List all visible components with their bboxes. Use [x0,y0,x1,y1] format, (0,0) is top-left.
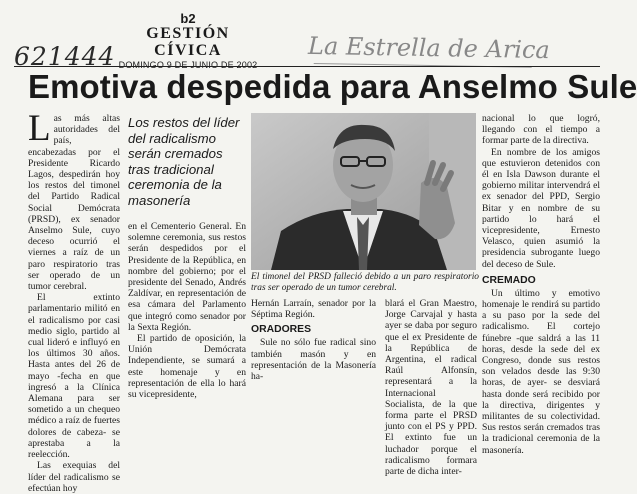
article-paragraph: Hernán Larraín, senador por la Séptima Región. [251,298,376,321]
article-column-2 [128,221,246,415]
portrait-photo-graphic [251,113,476,270]
drop-cap: L [28,108,51,149]
subheading-cremado: CREMADO [482,274,536,286]
article-column-5 [482,113,600,456]
pull-quote: Los restos del líder del radicalismo serán cremados tras tradicional ceremonia de la masonería [128,115,240,208]
photo-portrait-icon [251,113,476,270]
article-paragraph: Un último y emotivo homenaje le rendirá su partido a su paso por la sede del radicalismo. El cortejo fúnebre -que saldrá a las 11 horas, desde la sede del ex Congreso, donde sus restos son velados desde las 9:30 horas, de ayer- se desviará hasta donde será recibido por la directiva, dirigentes y militantes de su colectividad. Sus restos serán cremados tras la tradicional ceremonia de la masonería. [482,287,600,456]
article-paragraph: blará el Gran Maestro, Jorge Carvajal y hasta ayer se daba por seguro que el ex Presidente de la República de Argentina, el radical Raúl Alfonsín, representará a la Internacional Socialista, de la que forma parte el PRSD junto con el PS y PPD. El extinto fue un luchador porque el radicalismo formara parte de dicha inter- [385,298,477,478]
source-note-text: La Estrella de Arica [307,31,550,65]
article-column-1 [28,108,120,494]
section-header [118,13,258,71]
article-lead-paragraph [28,108,120,293]
header-rule [14,66,600,67]
article-column-3 [251,298,376,415]
article-paragraph: en el Cementerio General. En solemne ceremonia, sus restos serán despedidos por el Presidente de la República, en nombre del gobierno; por el presidente del Senado, Andrés Zaldívar, en representación de esa cámara del Parlamento que integró como senador por la Sexta Región. [128,221,246,333]
article-paragraph: Sule no sólo fue radical sino también masón y en representación de la Masonería ha- [251,337,376,383]
lead-text: as más altas autoridades del país, encabezadas por el Presidente Ricardo Lagos, despedirán hoy los restos del timonel del Partido Radical Social Demócrata (PRSD), ex senador Anselmo Sule, cuyo deceso ocurrió el viernes a raíz de un paro respiratorio tras ser operado de un tumor cerebral. [28,113,120,293]
handwritten-source-note [308,32,550,64]
article-paragraph: El extinto parlamentario militó en el radicalismo por casi medio siglo, partido al cual lideró e influyó en los últimos 30 años. Hasta antes del 26 de mayo -fecha en que ingresó a la Clínica Alemana para ser sometido a un chequeo médico a raíz de fuertes dolores de cabeza- se aprestaba a la reelección. [28,292,120,461]
section-logo: b2 [180,11,196,26]
section-name: GESTIÓN CÍVICA [146,25,230,59]
publication-date: DOMINGO 9 DE JUNIO DE 2002 [118,60,258,70]
article-paragraph: nacional lo que logró, llegando con el tiempo a formar parte de la directiva. [482,113,600,147]
article-paragraph: Las exequias del líder del radicalismo se efectúan hoy [28,460,120,494]
headline: Emotiva despedida para Anselmo Sule [28,68,637,105]
article-paragraph: En nombre de los amigos que estuvieron detenidos con él en Isla Dawson durante el gobierno militar intervendrá el ex senador del PPD, Sergio Bitar y en nombre de su partido lo hará el vicepresidente, Ernesto Velasco, quien asumió la presidencia subrogante luego del deceso de Sule. [482,146,600,270]
subheading-oradores: ORADORES [251,324,312,336]
article-paragraph: El partido de oposición, la Unión Demócrata Independiente, se sumará a este homenaje y en representación de ella lo hará su vicepresidente, [128,333,246,401]
handwritten-clipping-id: 621444 [14,42,116,71]
photo-caption: El timonel del PRSD falleció debido a un paro respiratorio tras ser operado de un tumor cerebral. [251,272,479,293]
article-column-4 [385,298,477,478]
